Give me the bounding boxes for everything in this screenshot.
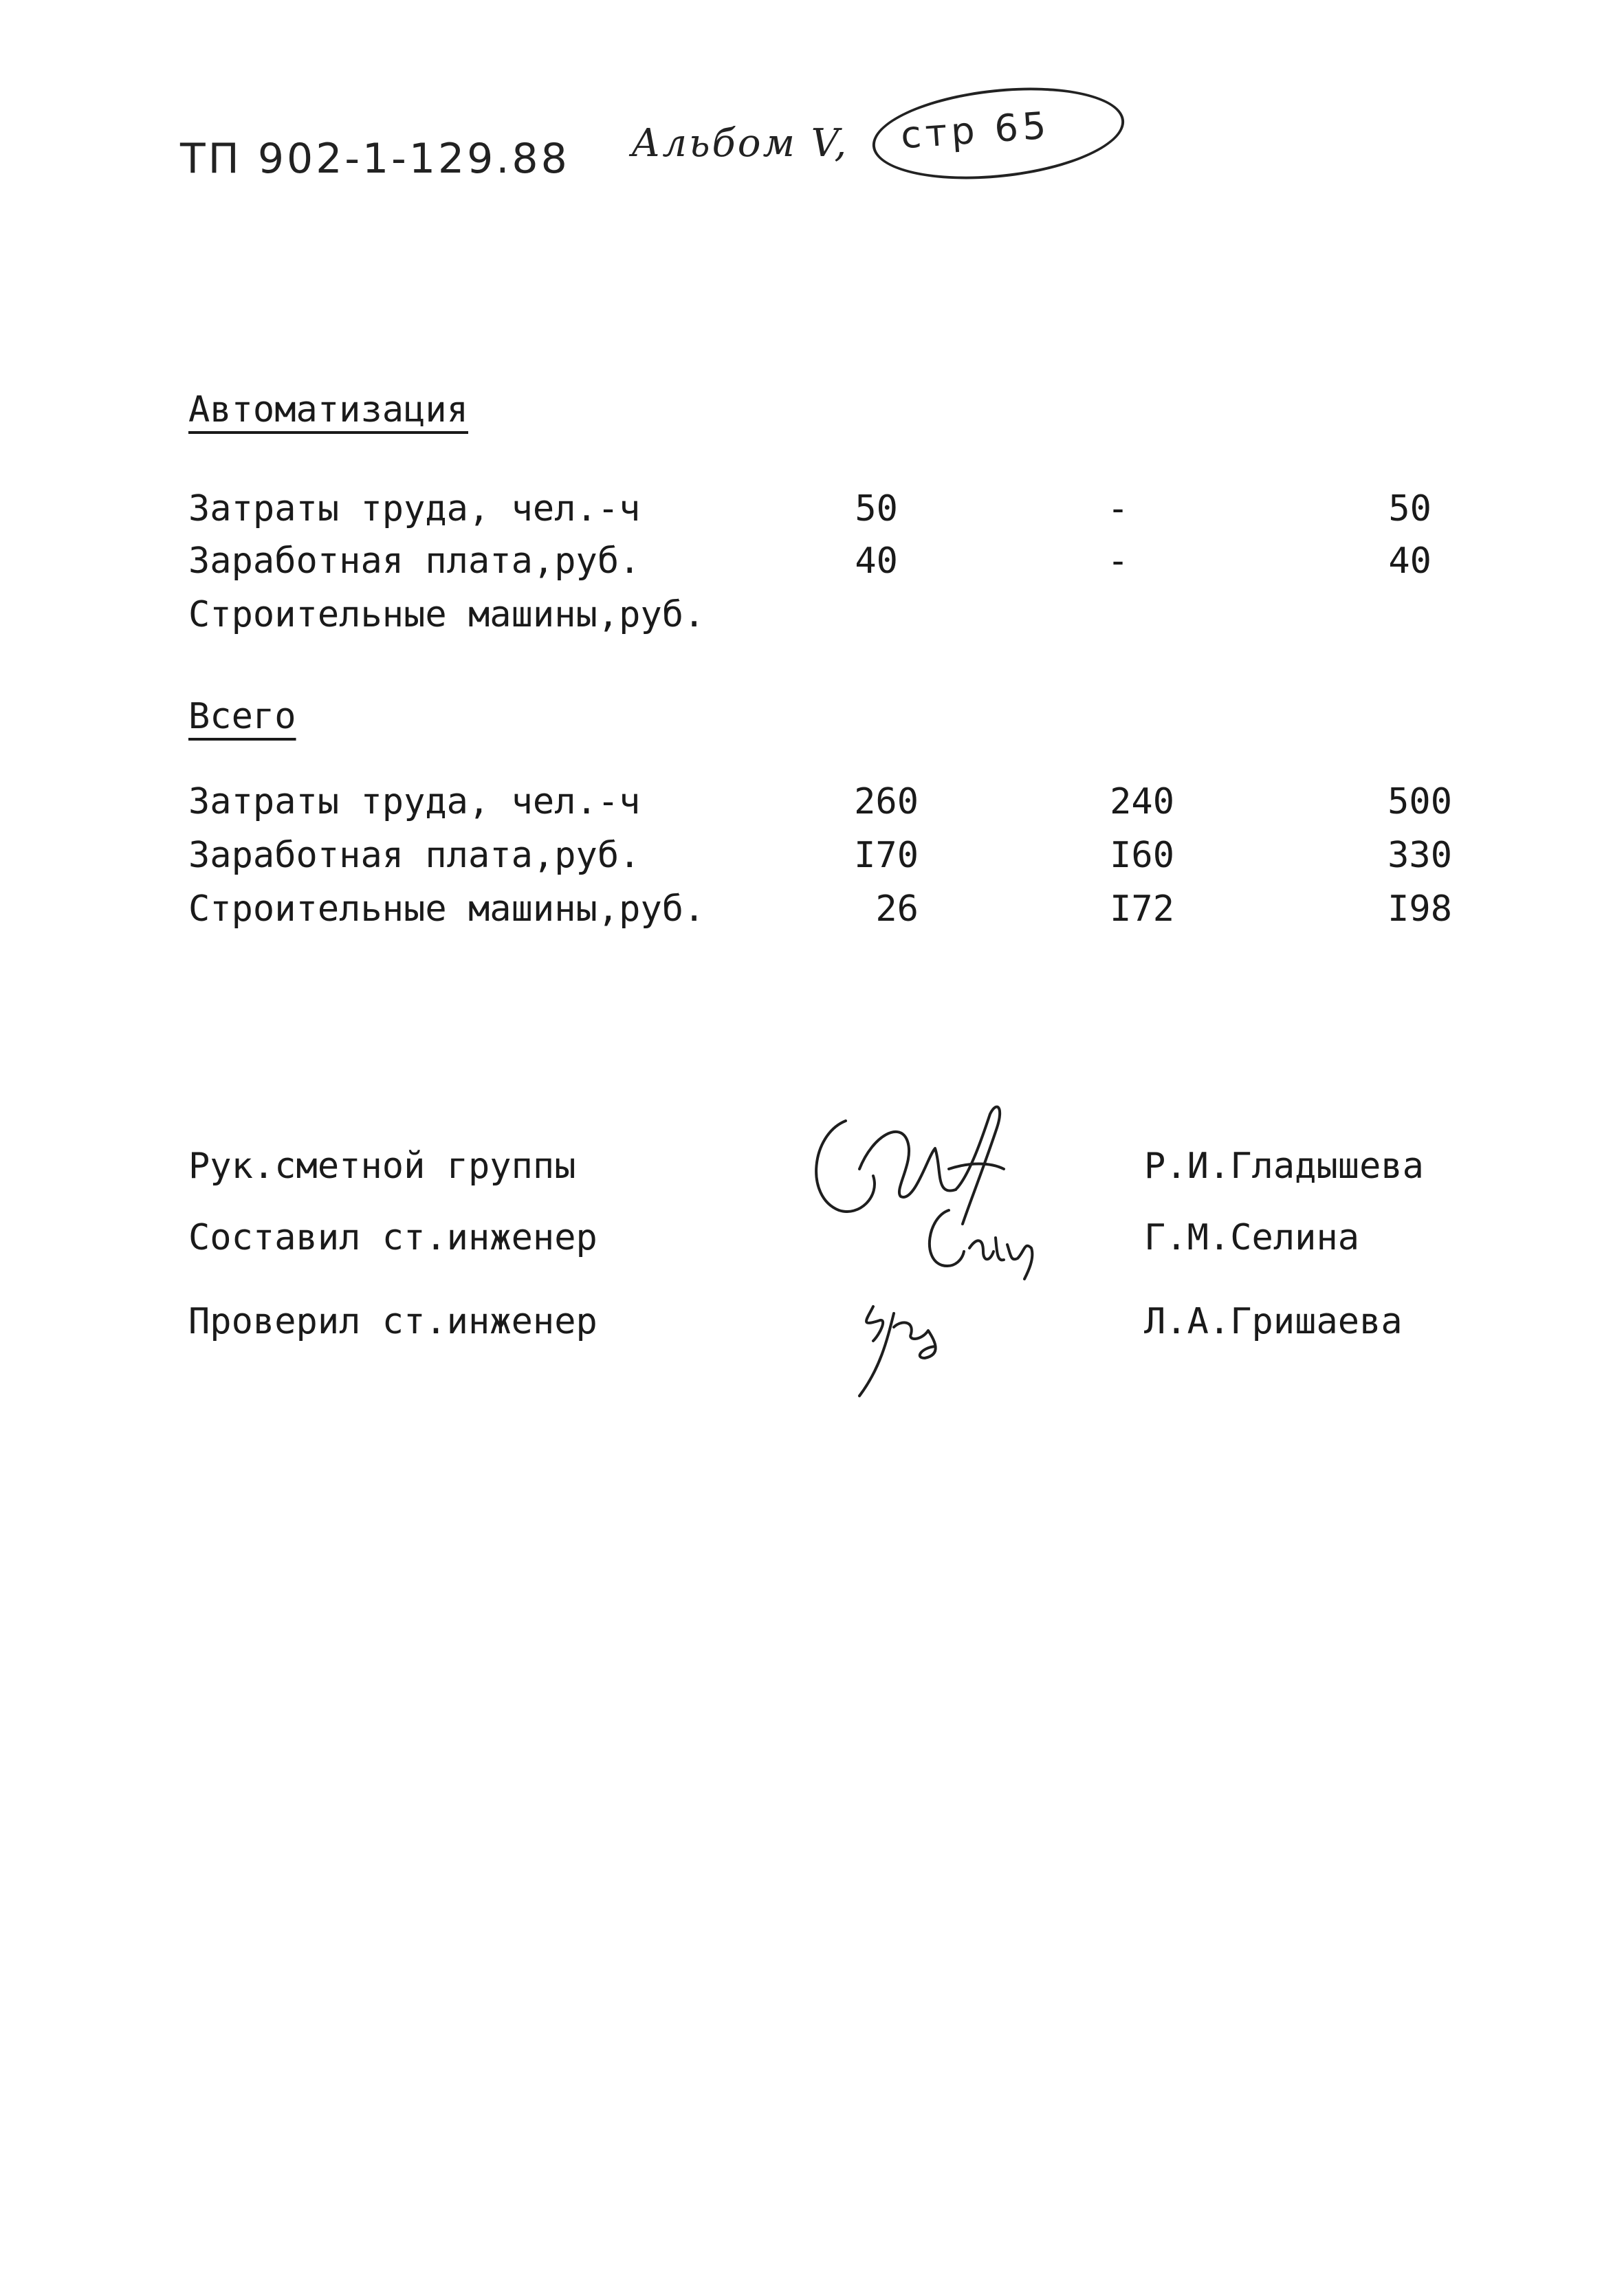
table-row-label: Заработная плата,руб. bbox=[188, 835, 641, 876]
page-ref: стр 65 bbox=[899, 103, 1052, 157]
signature-name: Г.М.Селина bbox=[1144, 1217, 1360, 1258]
section-title-automation: Автоматизация bbox=[188, 389, 468, 430]
table-cell-c2: I72 bbox=[1110, 888, 1174, 930]
table-cell-c2: I60 bbox=[1110, 835, 1174, 876]
project-code: ТП 902-1-129.88 bbox=[180, 135, 570, 183]
signature-role: Составил ст.инженер bbox=[188, 1217, 597, 1258]
album-label: Альбом V, bbox=[631, 121, 849, 166]
section-title-total: Всего bbox=[188, 696, 296, 737]
table-cell-c1: 260 bbox=[854, 781, 919, 822]
table-row-label: Заработная плата,руб. bbox=[188, 540, 641, 582]
signature-role: Рук.сметной группы bbox=[188, 1146, 576, 1187]
table-cell-c1: 50 bbox=[855, 488, 898, 529]
table-row-label: Затраты труда, чел.-ч bbox=[188, 488, 641, 529]
table-cell-c3: 330 bbox=[1387, 835, 1452, 876]
signature-selina bbox=[914, 1196, 1052, 1293]
signature-grishaeva bbox=[846, 1293, 983, 1403]
table-cell-c3: 50 bbox=[1388, 488, 1431, 529]
table-cell-c1: 26 bbox=[875, 888, 919, 930]
table-cell-c2: - bbox=[1107, 488, 1129, 529]
signature-name: Л.А.Гришаева bbox=[1144, 1301, 1403, 1342]
table-row-label: Строительные машины,руб. bbox=[188, 888, 705, 930]
table-cell-c2: 240 bbox=[1110, 781, 1174, 822]
table-cell-c3: I98 bbox=[1387, 888, 1452, 930]
table-cell-c2: - bbox=[1107, 540, 1129, 582]
table-cell-c3: 40 bbox=[1388, 540, 1431, 582]
table-cell-c1: 40 bbox=[855, 540, 898, 582]
table-row-label: Затраты труда, чел.-ч bbox=[188, 781, 641, 822]
signature-role: Проверил ст.инженер bbox=[188, 1301, 597, 1342]
signature-name: Р.И.Гладышева bbox=[1144, 1146, 1424, 1187]
table-row-label: Строительные машины,руб. bbox=[188, 594, 705, 635]
table-cell-c1: I70 bbox=[854, 835, 919, 876]
table-cell-c3: 500 bbox=[1387, 781, 1452, 822]
